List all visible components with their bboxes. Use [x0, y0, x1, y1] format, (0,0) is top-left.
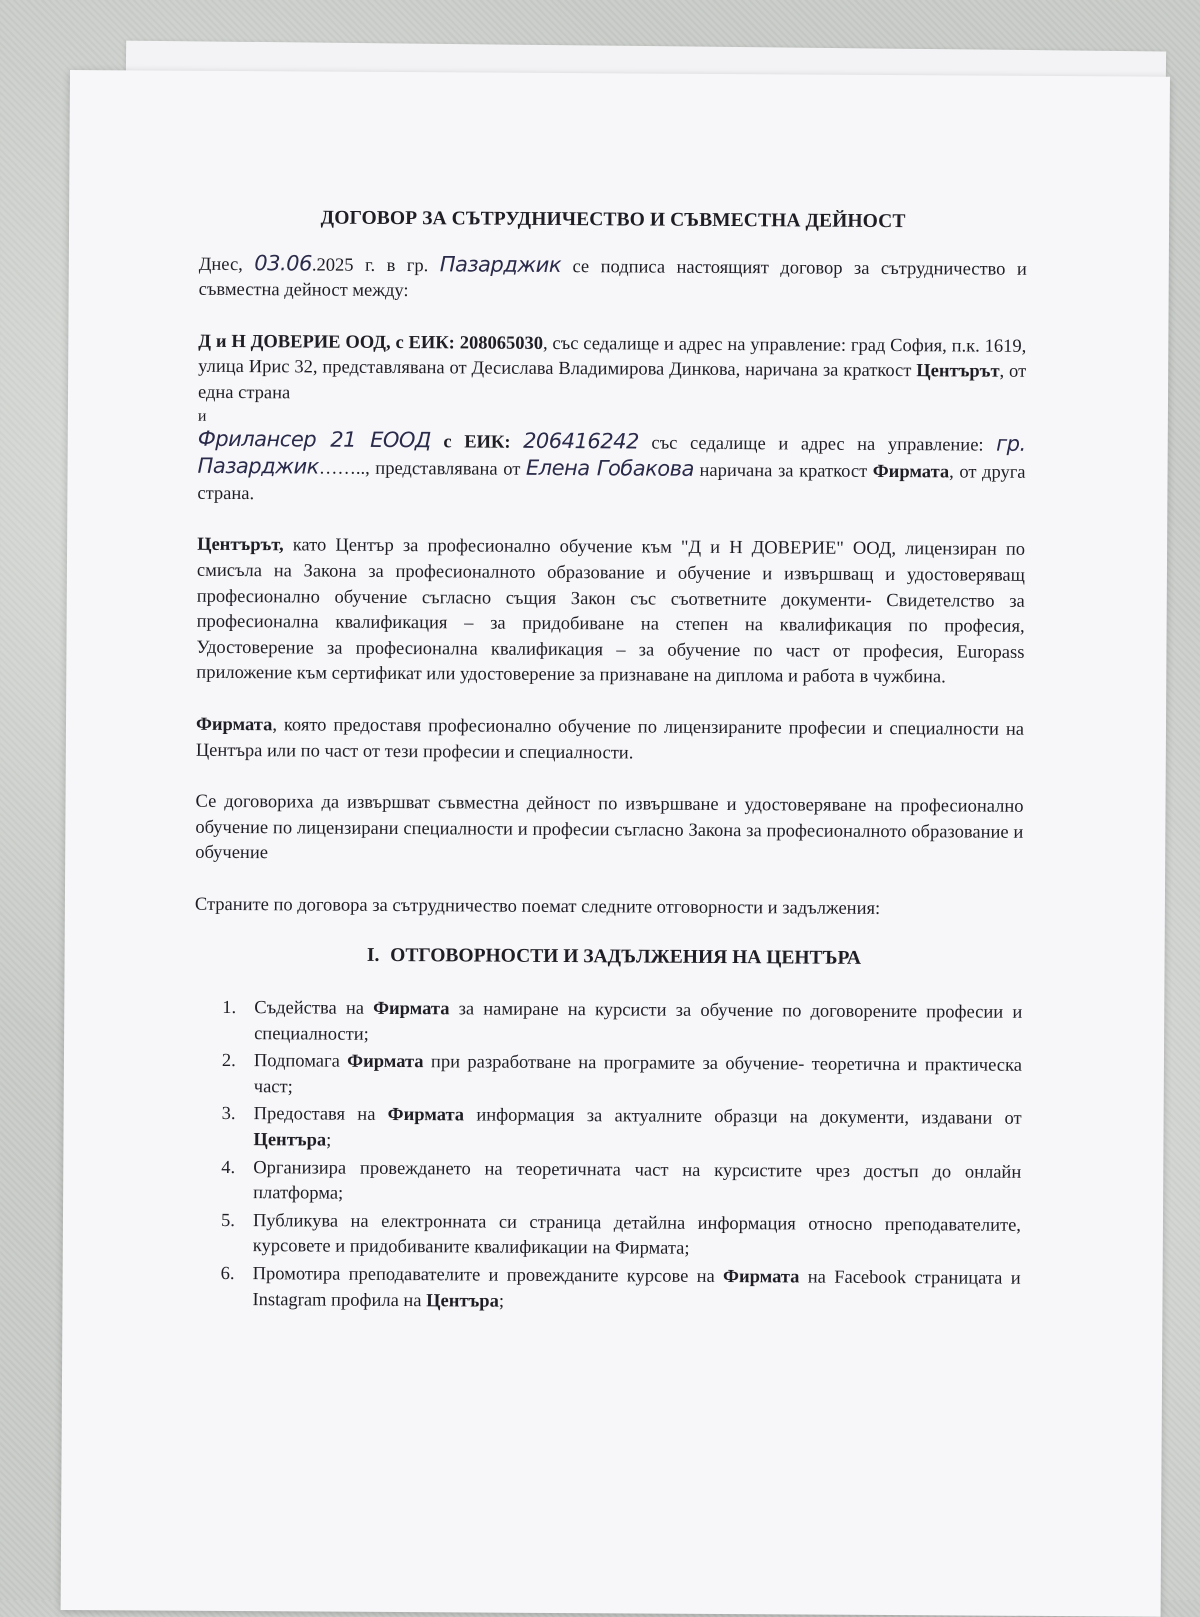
center-paragraph: [196, 533, 1025, 692]
and-word: и: [197, 407, 207, 425]
list-item-number: 4.: [221, 1157, 236, 1178]
list-item-text: ;: [326, 1130, 332, 1151]
party2-tail: , от друга страна.: [197, 462, 1026, 504]
list-item-text: Предоставя на: [253, 1104, 388, 1126]
party1-tail: , от една страна: [197, 362, 1027, 404]
list-item-number: 5.: [220, 1210, 235, 1231]
agreement-paragraph: Се договориха да извършват съвместна дейност по извършване и удостоверяване на професионално обучение по лицензирани специалности и професии съгласно Закона за професионалното образование и обучение: [195, 791, 1024, 864]
list-item-text: Съдейства на: [254, 998, 374, 1019]
list-item-text: информация за актуалните образци на документи, издавани от: [464, 1105, 1022, 1130]
firm-paragraph: [196, 713, 1024, 769]
list-item-number: 3.: [221, 1104, 236, 1125]
document-title: ДОГОВОР ЗА СЪТРУДНИЧЕСТВО И СЪВМЕСТНА ДЕЙНОСТ: [320, 207, 906, 233]
list-item-text: Подпомага: [253, 1051, 348, 1072]
party2-text-1: със седалище и адрес на управление:: [638, 433, 997, 456]
center-text: като Център за професионално обучение към "Д и Н ДОВЕРИЕ" ООД, лицензиран по смисъла на Закона за професионалното образование и обучение и извършващ и удостоверяващ професионално обучение съгласно същия Закон със съответните документи- Свидетелство за професионална квалификация – за придобиване на степен на квалификация по професия, Удостоверение за професионална квалификация – за обучение по част от професия, Europass приложение към сертификат или удостоверение за признаване на диплома и работа в чужбина.: [196, 535, 1026, 688]
party1-text: , със седалище и адрес на управление: град София, п.к. 1619, улица Ирис 32, представлявана от Десислава Владимирова Динкова, наричана за краткост: [198, 333, 1027, 382]
list-item-bold: Фирмата: [373, 998, 450, 1020]
section-1-heading: [195, 942, 1023, 973]
party2-paragraph: [197, 426, 1025, 512]
document-body: [192, 205, 1027, 1320]
party1-alias: Центърът: [916, 361, 1000, 383]
list-item: [194, 1049, 1022, 1105]
list-item-bold: Центъра: [426, 1290, 499, 1312]
list-item-text: Публикува на електронната си страница детайлна информация относно преподавателите, курсовете и придобиваните квалификации на Фирмата;: [252, 1210, 1022, 1260]
list-item-bold: Фирмата: [347, 1051, 424, 1073]
firm-lead: Фирмата: [195, 714, 273, 736]
party2-alias: Фирмата: [872, 462, 950, 483]
section-1-number: I.: [366, 945, 380, 967]
list-item-number: 1.: [222, 998, 237, 1019]
handwritten-eik: 206416242: [523, 428, 639, 454]
list-item: [192, 1262, 1020, 1318]
obligations-list: [192, 996, 1022, 1318]
firm-text: , която предоставя професионално обучение по лицензираните професии и специалности на Центъра или по част от тези професии и специалности.: [195, 715, 1025, 763]
section-1-title: ОТГОВОРНОСТИ И ЗАДЪЛЖЕНИЯ НА ЦЕНТЪРА: [390, 945, 862, 970]
list-item-text: при разработване на програмите за обучение- теоретична и практическа част;: [253, 1052, 1022, 1098]
list-item-text: за намиране на курсисти за обучение по договорените професии и специалности;: [254, 999, 1023, 1045]
list-item: [193, 1209, 1021, 1265]
list-item-text: Организира провеждането на теоретичната част на курсистите чрез достъп до онлайн платформа;: [253, 1157, 1022, 1204]
handwritten-company: Фрилансер 21 ЕООД: [197, 426, 431, 452]
party1-name: Д и Н ДОВЕРИЕ ООД, с ЕИК: 208065030: [198, 331, 544, 354]
party2-eik-label: с ЕИК:: [430, 431, 524, 453]
list-item-text: Промотира преподавателите и провежданите курсове на: [252, 1264, 724, 1288]
list-item-number: 2.: [221, 1051, 236, 1072]
parties-paragraph: Страните по договора за сътрудничество поемат следните отговорности и задължения:: [194, 894, 881, 919]
list-item-bold: Фирмата: [387, 1105, 465, 1126]
list-item-text: на Facebook страницата и Instagram профила на: [252, 1267, 1021, 1311]
list-item-bold: Центъра: [253, 1130, 327, 1151]
party1-paragraph: [198, 330, 1026, 412]
handwritten-representative: Елена Гобакова: [525, 455, 695, 481]
list-item: [193, 1102, 1021, 1158]
document-page: [61, 70, 1170, 1617]
list-item: [193, 1155, 1021, 1211]
list-item-text: ;: [498, 1291, 505, 1312]
handwritten-date: 03.06: [254, 250, 313, 276]
party2-text-2: …….., представлявана от: [318, 458, 526, 480]
handwritten-address: гр. Пазарджик: [197, 431, 1026, 479]
handwritten-city: Пазарджик: [439, 251, 562, 277]
intro-paragraph: [199, 250, 1027, 308]
center-lead: Центърът,: [197, 535, 284, 556]
intro-text-1: Днес,: [198, 254, 255, 275]
list-item: [194, 996, 1022, 1052]
party2-text-3: наричана за краткост: [693, 460, 873, 483]
list-item-bold: Фирмата: [723, 1267, 800, 1288]
intro-text-2: .2025 г. в гр.: [311, 255, 440, 276]
list-item-number: 6.: [220, 1263, 235, 1285]
intro-text-3: се подписа настоящият договор за сътрудничество и съвместна дейност между:: [198, 256, 1027, 302]
